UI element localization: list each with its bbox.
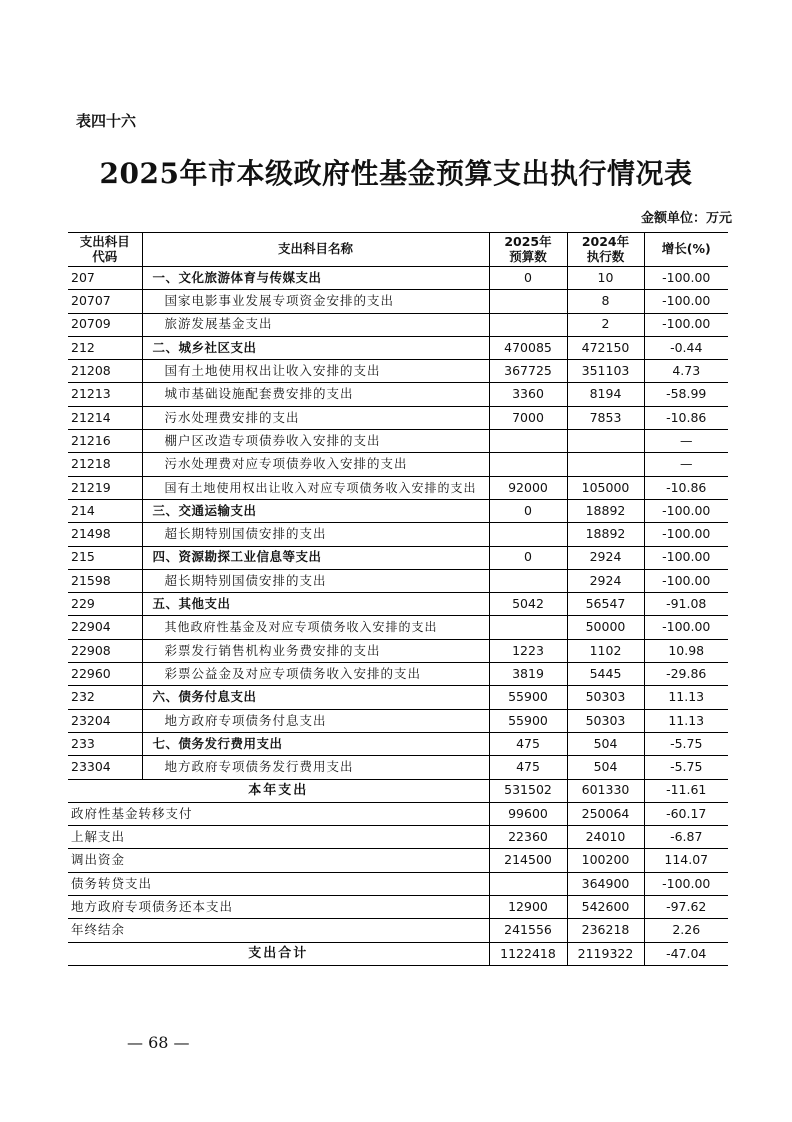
actual-value: 504: [567, 756, 644, 779]
subject-name: 彩票公益金及对应专项债务收入安排的支出: [142, 663, 489, 686]
actual-value: 56547: [567, 593, 644, 616]
growth-value: 10.98: [644, 639, 728, 662]
subject-name: 棚户区改造专项债券收入安排的支出: [142, 430, 489, 453]
growth-value: -60.17: [644, 802, 728, 825]
table-row: [68, 267, 728, 290]
budget-value: 214500: [489, 849, 567, 872]
table-number-label: 表四十六: [76, 112, 137, 130]
grand-total-label: 支出合计: [68, 942, 489, 965]
growth-value: -91.08: [644, 593, 728, 616]
subject-name: 三、交通运输支出: [142, 499, 489, 522]
table-row: [68, 453, 728, 476]
subject-name: 彩票发行销售机构业务费安排的支出: [142, 639, 489, 662]
subject-code: 20709: [68, 313, 142, 336]
growth-value: -5.75: [644, 756, 728, 779]
subject-code: 232: [68, 686, 142, 709]
subject-code: 22904: [68, 616, 142, 639]
subject-name: 地方政府专项债务付息支出: [142, 709, 489, 732]
table-row: [68, 872, 728, 895]
actual-value: 50000: [567, 616, 644, 639]
actual-value: 250064: [567, 802, 644, 825]
table-row: [68, 663, 728, 686]
subject-code: 229: [68, 593, 142, 616]
actual-value: 2: [567, 313, 644, 336]
growth-value: -10.86: [644, 476, 728, 499]
subject-code: 207: [68, 267, 142, 290]
table-row: [68, 290, 728, 313]
header-code: 支出科目代码: [68, 233, 142, 267]
budget-value: [489, 453, 567, 476]
actual-value: 24010: [567, 826, 644, 849]
actual-value: 542600: [567, 896, 644, 919]
growth-value: 2.26: [644, 919, 728, 942]
grand-total-row: [68, 942, 728, 965]
growth-value: -100.00: [644, 290, 728, 313]
budget-value: 99600: [489, 802, 567, 825]
actual-value: 472150: [567, 336, 644, 359]
subject-code: 214: [68, 499, 142, 522]
table-row: [68, 360, 728, 383]
table-row: [68, 336, 728, 359]
budget-value: 475: [489, 732, 567, 755]
subject-name: 七、债务发行费用支出: [142, 732, 489, 755]
actual-value: 2119322: [567, 942, 644, 965]
table-row: [68, 709, 728, 732]
growth-value: -11.61: [644, 779, 728, 802]
subject-name: 国有土地使用权出让收入安排的支出: [142, 360, 489, 383]
table-row: [68, 639, 728, 662]
subject-name: 污水处理费对应专项债券收入安排的支出: [142, 453, 489, 476]
subject-code: 212: [68, 336, 142, 359]
subject-code: 20707: [68, 290, 142, 313]
table-row: [68, 802, 728, 825]
actual-value: 18892: [567, 499, 644, 522]
unit-label: 金额单位：万元: [640, 211, 732, 226]
table-header-row: [68, 233, 728, 267]
page-number: — 68 —: [127, 1033, 190, 1052]
table-row: [68, 430, 728, 453]
growth-value: -100.00: [644, 523, 728, 546]
actual-value: [567, 453, 644, 476]
budget-value: 475: [489, 756, 567, 779]
actual-value: 236218: [567, 919, 644, 942]
subject-name: 政府性基金转移支付: [68, 802, 489, 825]
growth-value: 11.13: [644, 686, 728, 709]
growth-value: -100.00: [644, 546, 728, 569]
growth-value: -58.99: [644, 383, 728, 406]
subject-name: 城市基础设施配套费安排的支出: [142, 383, 489, 406]
actual-value: [567, 430, 644, 453]
actual-value: 10: [567, 267, 644, 290]
budget-value: [489, 569, 567, 592]
actual-value: 8: [567, 290, 644, 313]
subject-code: 21214: [68, 406, 142, 429]
growth-value: 114.07: [644, 849, 728, 872]
actual-value: 351103: [567, 360, 644, 383]
growth-value: 4.73: [644, 360, 728, 383]
growth-value: -0.44: [644, 336, 728, 359]
actual-value: 1102: [567, 639, 644, 662]
subject-name: 超长期特别国债安排的支出: [142, 523, 489, 546]
table-row: [68, 686, 728, 709]
table-row: [68, 523, 728, 546]
subject-name: 四、资源勘探工业信息等支出: [142, 546, 489, 569]
subject-code: 21598: [68, 569, 142, 592]
budget-value: [489, 313, 567, 336]
budget-value: 7000: [489, 406, 567, 429]
subject-code: 21213: [68, 383, 142, 406]
growth-value: -100.00: [644, 569, 728, 592]
budget-value: 12900: [489, 896, 567, 919]
budget-value: 470085: [489, 336, 567, 359]
budget-value: [489, 290, 567, 313]
table-row: [68, 546, 728, 569]
actual-value: 50303: [567, 686, 644, 709]
subject-code: 21219: [68, 476, 142, 499]
budget-value: 3360: [489, 383, 567, 406]
budget-value: 1122418: [489, 942, 567, 965]
growth-value: -5.75: [644, 732, 728, 755]
subject-name: 一、文化旅游体育与传媒支出: [142, 267, 489, 290]
subject-code: 22908: [68, 639, 142, 662]
table-body: [68, 267, 728, 966]
subject-code: 21498: [68, 523, 142, 546]
table-row: [68, 313, 728, 336]
growth-value: -100.00: [644, 616, 728, 639]
table-row: [68, 476, 728, 499]
budget-value: 5042: [489, 593, 567, 616]
growth-value: -10.86: [644, 406, 728, 429]
year-total-label: 本年支出: [68, 779, 489, 802]
actual-value: 504: [567, 732, 644, 755]
budget-value: 0: [489, 499, 567, 522]
subject-name: 污水处理费安排的支出: [142, 406, 489, 429]
subject-code: 21218: [68, 453, 142, 476]
budget-value: 241556: [489, 919, 567, 942]
page-title: 2025年市本级政府性基金预算支出执行情况表: [99, 157, 693, 190]
table-row: [68, 826, 728, 849]
budget-value: [489, 523, 567, 546]
table-row: [68, 406, 728, 429]
budget-value: 22360: [489, 826, 567, 849]
actual-value: 364900: [567, 872, 644, 895]
table-row: [68, 499, 728, 522]
table-row: [68, 756, 728, 779]
actual-value: 5445: [567, 663, 644, 686]
growth-value: -100.00: [644, 313, 728, 336]
subject-name: 二、城乡社区支出: [142, 336, 489, 359]
budget-value: 3819: [489, 663, 567, 686]
subject-name: 旅游发展基金支出: [142, 313, 489, 336]
expenditure-table: [68, 232, 728, 966]
header-actual: 2024年执行数: [567, 233, 644, 267]
growth-value: -29.86: [644, 663, 728, 686]
budget-value: 55900: [489, 686, 567, 709]
actual-value: 105000: [567, 476, 644, 499]
subject-name: 债务转贷支出: [68, 872, 489, 895]
table-row: [68, 919, 728, 942]
subject-name: 地方政府专项债务发行费用支出: [142, 756, 489, 779]
budget-value: 531502: [489, 779, 567, 802]
subject-name: 调出资金: [68, 849, 489, 872]
budget-value: 0: [489, 546, 567, 569]
subject-name: 国家电影事业发展专项资金安排的支出: [142, 290, 489, 313]
growth-value: —: [644, 453, 728, 476]
table-row: [68, 896, 728, 919]
growth-value: —: [644, 430, 728, 453]
subject-code: 21216: [68, 430, 142, 453]
growth-value: -100.00: [644, 872, 728, 895]
budget-value: [489, 616, 567, 639]
subject-code: 21208: [68, 360, 142, 383]
table-row: [68, 849, 728, 872]
subject-name: 六、债务付息支出: [142, 686, 489, 709]
subject-name: 上解支出: [68, 826, 489, 849]
subject-code: 215: [68, 546, 142, 569]
subject-name: 地方政府专项债务还本支出: [68, 896, 489, 919]
subject-code: 233: [68, 732, 142, 755]
budget-value: [489, 872, 567, 895]
table-row: [68, 732, 728, 755]
subject-name: 五、其他支出: [142, 593, 489, 616]
actual-value: 100200: [567, 849, 644, 872]
budget-value: [489, 430, 567, 453]
actual-value: 50303: [567, 709, 644, 732]
subject-name: 其他政府性基金及对应专项债务收入安排的支出: [142, 616, 489, 639]
budget-value: 0: [489, 267, 567, 290]
table-row: [68, 383, 728, 406]
actual-value: 18892: [567, 523, 644, 546]
year-total-row: [68, 779, 728, 802]
growth-value: -100.00: [644, 499, 728, 522]
header-budget: 2025年预算数: [489, 233, 567, 267]
table-row: [68, 593, 728, 616]
actual-value: 2924: [567, 569, 644, 592]
table-row: [68, 616, 728, 639]
subject-name: 超长期特别国债安排的支出: [142, 569, 489, 592]
growth-value: 11.13: [644, 709, 728, 732]
subject-name: 国有土地使用权出让收入对应专项债务收入安排的支出: [142, 476, 489, 499]
subject-code: 23204: [68, 709, 142, 732]
subject-code: 22960: [68, 663, 142, 686]
growth-value: -97.62: [644, 896, 728, 919]
growth-value: -100.00: [644, 267, 728, 290]
budget-value: 1223: [489, 639, 567, 662]
subject-code: 23304: [68, 756, 142, 779]
budget-value: 55900: [489, 709, 567, 732]
table-row: [68, 569, 728, 592]
actual-value: 8194: [567, 383, 644, 406]
growth-value: -6.87: [644, 826, 728, 849]
actual-value: 7853: [567, 406, 644, 429]
growth-value: -47.04: [644, 942, 728, 965]
budget-value: 367725: [489, 360, 567, 383]
actual-value: 601330: [567, 779, 644, 802]
header-name: 支出科目名称: [142, 233, 489, 267]
subject-name: 年终结余: [68, 919, 489, 942]
budget-value: 92000: [489, 476, 567, 499]
header-growth: 增长(%): [644, 233, 728, 267]
actual-value: 2924: [567, 546, 644, 569]
